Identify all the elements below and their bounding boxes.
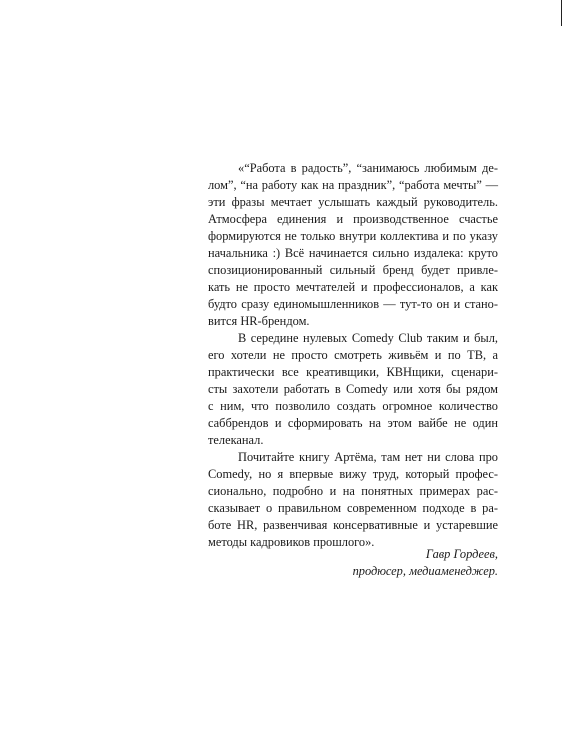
- text-line: телеканал.: [208, 433, 264, 447]
- text-line: Почитайте книгу Артёма, там нет ни слова про: [238, 450, 498, 464]
- quote-text: [208, 160, 498, 551]
- text-line: кать не просто мечтателей и профессионалов, а как: [208, 280, 498, 294]
- text-line: Атмосфера единения и производственное счастье: [208, 212, 498, 226]
- text-line: начальника :) Всё начинается сильно издалека: круто: [208, 246, 498, 260]
- text-line: Comedy, но я впервые вижу труд, который профес-: [208, 467, 498, 481]
- text-line: будто сразу единомышленников — тут-то он и стано-: [208, 297, 498, 311]
- text-line: сионально, подробно и на понятных примерах рас-: [208, 484, 498, 498]
- text-line: сказывает о правильном современном подходе в ра-: [208, 501, 498, 515]
- text-line: сты захотели работать в Comedy или хотя бы рядом: [208, 382, 498, 396]
- text-line: формируются не только внутри коллектива и по указу: [208, 229, 498, 243]
- text-line: его хотели не просто смотреть живьём и по ТВ, а: [208, 348, 498, 362]
- text-line: саббрендов и сформировать на этом вайбе не один: [208, 416, 498, 430]
- text-line: боте HR, развенчивая консервативные и устаревшие: [208, 518, 498, 532]
- text-line: с ним, что позволило создать огромное количество: [208, 399, 498, 413]
- text-line: спозиционированный сильный бренд будет привле-: [208, 263, 498, 277]
- text-line: практически все креативщики, КВНщики, сценари-: [208, 365, 498, 379]
- text-line: лом”, “на работу как на праздник”, “работа мечты” —: [208, 178, 498, 192]
- author-name: Гавр Гордеев,: [425, 547, 498, 561]
- author-role: продюсер, медиаменеджер.: [352, 564, 498, 578]
- signature: [208, 546, 498, 580]
- text-line: методы кадровиков прошлого».: [208, 535, 375, 549]
- text-line: вится HR-брендом.: [208, 314, 310, 328]
- text-line: В середине нулевых Comedy Club таким и был,: [238, 331, 498, 345]
- text-line: эти фразы мечтает услышать каждый руководитель.: [208, 195, 498, 209]
- text-line: «“Работа в радость”, “занимаюсь любимым де-: [238, 161, 498, 175]
